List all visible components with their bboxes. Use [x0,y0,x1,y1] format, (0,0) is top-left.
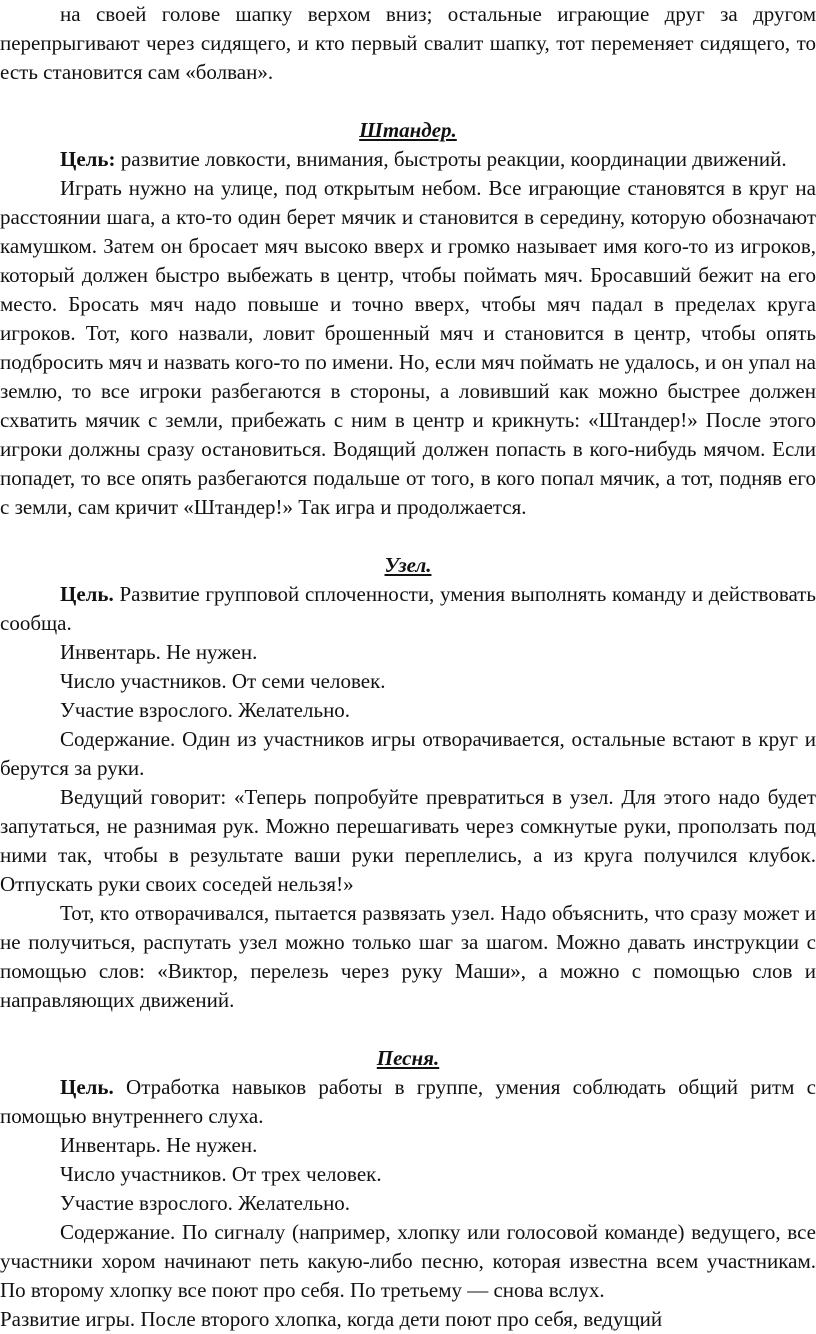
uzel-participants: Число участников. От семи человек. [60,669,386,693]
pesnya-inventory: Инвентарь. Не нужен. [60,1133,258,1157]
spacer [0,1015,816,1044]
uzel-content: Содержание. Один из участников игры отворачивается, остальные встают в круг и берутся за руки. [0,727,816,780]
shtander-body: Играть нужно на улице, под открытым небом. Все играющие становятся в круг на расстоянии шага, а кто-то один берет мячик и становится в середину, которую обозначают камушком. Затем он бросает мяч высоко вверх и громко называет имя кого-то из игроков, который должен быстро выбежать в центр, чтобы поймать мяч. Бросавший бежит на его место. Бросать мяч надо повыше и точно вверх, чтобы мяч падал в пределах круга игроков. Тот, кого назвали, ловит брошенный мяч и становится в центр, чтобы опять подбросить мяч и назвать кого-то по имени. Но, если мяч поймать не удалось, и он упал на землю, то все игроки разбегаются в стороны, а ловивший как можно быстрее должен схватить мячик с земли, прибежать с ним в центр и крикнуть: «Штандер!» После этого игроки должны сразу остановиться. Водящий должен попасть в кого-нибудь мячом. Если попадет, то все опять разбегаются подальше от того, в кого попал мячик, а тот, подняв его с земли, сам кричит «Штандер!» Так игра и продолжается. [0,176,816,519]
goal-label: Цель. [60,1075,114,1099]
goal-label: Цель. [60,582,114,606]
uzel-solve: Тот, кто отворачивался, пытается развязать узел. Надо объяснить, что сразу может и не получиться, распутать узел можно только шаг за шагом. Можно давать инструкции с помощью слов: «Виктор, перелезь через руку Маши», а можно с помощью слов и направляющих движений. [0,901,816,1012]
intro-paragraph: на своей голове шапку верхом вниз; остальные играющие друг за другом перепрыгивают через сидящего, и кто первый свалит шапку, тот переменяет сидящего, то есть становится сам «болван». [0,2,816,84]
uzel-host: Ведущий говорит: «Теперь попробуйте превратиться в узел. Для этого надо будет запутаться, не разнимая рук. Можно перешагивать через сомкнутые руки, проползать под ними так, чтобы в результате ваши руки переплелись, а из круга получился клубок. Отпускать руки своих соседей нельзя!» [0,785,816,896]
uzel-goal [0,580,816,638]
goal-text: Развитие групповой сплоченности, умения выполнять команду и действовать сообща. [0,582,816,635]
pesnya-adult: Участие взрослого. Желательно. [60,1191,351,1215]
goal-text: Отработка навыков работы в группе, умения соблюдать общий ритм с помощью внутреннего слуха. [0,1075,816,1128]
section-title-uzel: Узел. [384,553,432,577]
spacer [0,522,816,551]
goal-label: Цель: [60,147,116,171]
section-title-pesnya: Песня. [376,1046,440,1070]
section-title-shtander: Штандер. [359,118,457,142]
pesnya-development: Развитие игры. После второго хлопка, когда дети поют про себя, ведущий [0,1307,663,1331]
uzel-inventory: Инвентарь. Не нужен. [60,640,258,664]
goal-text: развитие ловкости, внимания, быстроты реакции, координации движений. [115,147,787,171]
pesnya-participants: Число участников. От трех человек. [60,1162,382,1186]
shtander-goal [0,145,816,174]
pesnya-content: Содержание. По сигналу (например, хлопку или голосовой команде) ведущего, все участники хором начинают петь какую-либо песню, которая известна всем участникам. По второму хлопку все поют про себя. По третьему — снова вслух. [0,1220,816,1302]
pesnya-goal [0,1073,816,1131]
uzel-adult: Участие взрослого. Желательно. [60,698,351,722]
spacer [0,87,816,116]
